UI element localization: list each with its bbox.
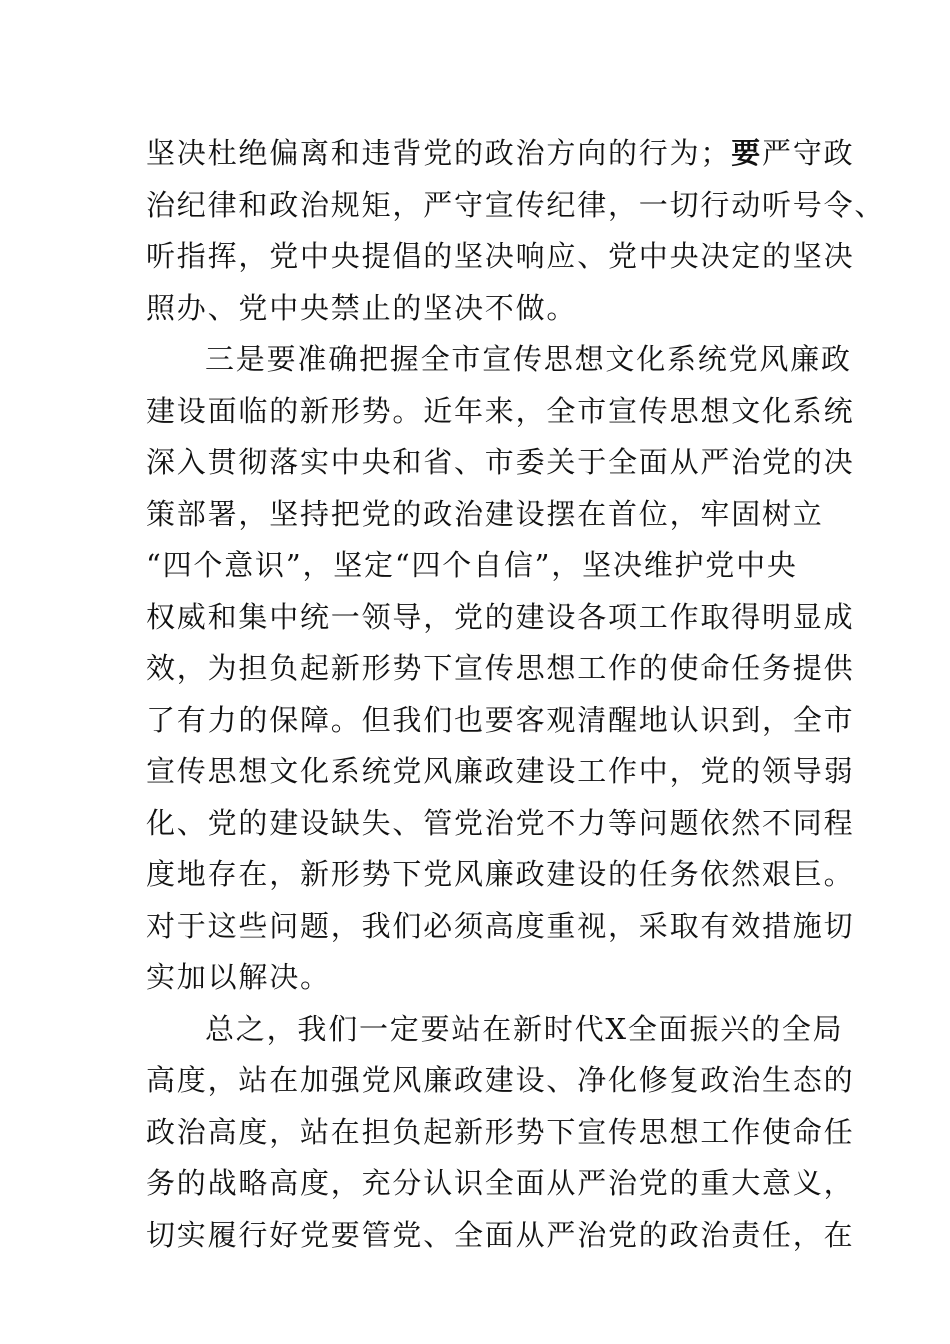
text-line bbox=[146, 592, 855, 644]
text-line bbox=[146, 283, 826, 335]
text-segment: 切实履行好党要管党、全面从严治党的政治责任，在 bbox=[146, 1217, 855, 1252]
text-segment: 三是要准确把握全市宣传思想文化系统党风廉政 bbox=[205, 342, 852, 376]
text-segment: 实加以解决。 bbox=[146, 960, 331, 994]
text-line bbox=[146, 489, 826, 541]
paragraph-political-discipline bbox=[146, 128, 886, 334]
paragraph-new-situation bbox=[146, 334, 855, 1004]
text-line bbox=[146, 746, 855, 798]
text-line bbox=[146, 952, 826, 1004]
bold-text-segment: 要 bbox=[731, 136, 763, 170]
text-segment: 权威和集中统一领导，党的建设各项工作取得明显成 bbox=[146, 599, 855, 634]
text-line bbox=[146, 386, 855, 438]
text-line bbox=[146, 334, 852, 386]
text-line bbox=[146, 849, 855, 901]
text-line bbox=[146, 180, 886, 232]
text-segment: 对于这些问题，我们必须高度重视，采取有效措施切 bbox=[146, 908, 855, 943]
text-segment: 策部署，坚持把党的政治建设摆在首位，牢固树立 bbox=[146, 496, 824, 531]
text-line bbox=[146, 901, 855, 953]
text-segment: 宣传思想文化系统党风廉政建设工作中，党的领导弱 bbox=[146, 754, 855, 788]
text-line bbox=[146, 1158, 855, 1210]
text-segment: 效，为担负起新形势下宣传思想工作的使命任务提供 bbox=[146, 651, 855, 685]
text-line bbox=[146, 540, 826, 592]
text-segment: 照办、党中央禁止的坚决不做。 bbox=[146, 290, 578, 325]
text-segment: “四个意识”，坚定“四个自信”，坚决维护党中央 bbox=[146, 548, 798, 582]
text-line bbox=[146, 437, 855, 489]
paragraph-conclusion bbox=[146, 1004, 855, 1262]
text-segment: 度地存在，新形势下党风廉政建设的任务依然艰巨。 bbox=[146, 857, 855, 891]
text-line bbox=[146, 1004, 844, 1056]
text-segment: 坚决杜绝偏离和违背党的政治方向的行为； bbox=[146, 136, 732, 170]
text-line bbox=[146, 695, 855, 747]
document-body bbox=[146, 128, 886, 1261]
text-segment: 建设面临的新形势。近年来，全市宣传思想文化系统 bbox=[146, 393, 855, 428]
text-segment: 政治高度，站在担负起新形势下宣传思想工作使命任 bbox=[146, 1114, 855, 1149]
text-segment: 总之，我们一定要站在新时代X全面振兴的全局 bbox=[205, 1011, 844, 1046]
text-segment: 深入贯彻落实中央和省、市委关于全面从严治党的决 bbox=[146, 445, 855, 479]
text-segment: 听指挥，党中央提倡的坚决响应、党中央决定的坚决 bbox=[146, 239, 855, 273]
text-segment: 高度，站在加强党风廉政建设、净化修复政治生态的 bbox=[146, 1063, 855, 1097]
text-line bbox=[146, 1107, 855, 1159]
text-segment: 务的战略高度，充分认识全面从严治党的重大意义， bbox=[146, 1166, 855, 1200]
text-line bbox=[146, 231, 855, 283]
text-segment: 严守政 bbox=[762, 136, 855, 170]
text-segment: 治纪律和政治规矩，严守宣传纪律，一切行动听号令、 bbox=[146, 187, 886, 222]
text-segment: 化、党的建设缺失、管党治党不力等问题依然不同程 bbox=[146, 805, 855, 840]
text-line bbox=[146, 643, 855, 695]
text-line bbox=[146, 128, 855, 180]
text-line bbox=[146, 1210, 855, 1262]
text-segment: 了有力的保障。但我们也要客观清醒地认识到，全市 bbox=[146, 702, 855, 737]
text-line bbox=[146, 1055, 855, 1107]
text-line bbox=[146, 798, 855, 850]
